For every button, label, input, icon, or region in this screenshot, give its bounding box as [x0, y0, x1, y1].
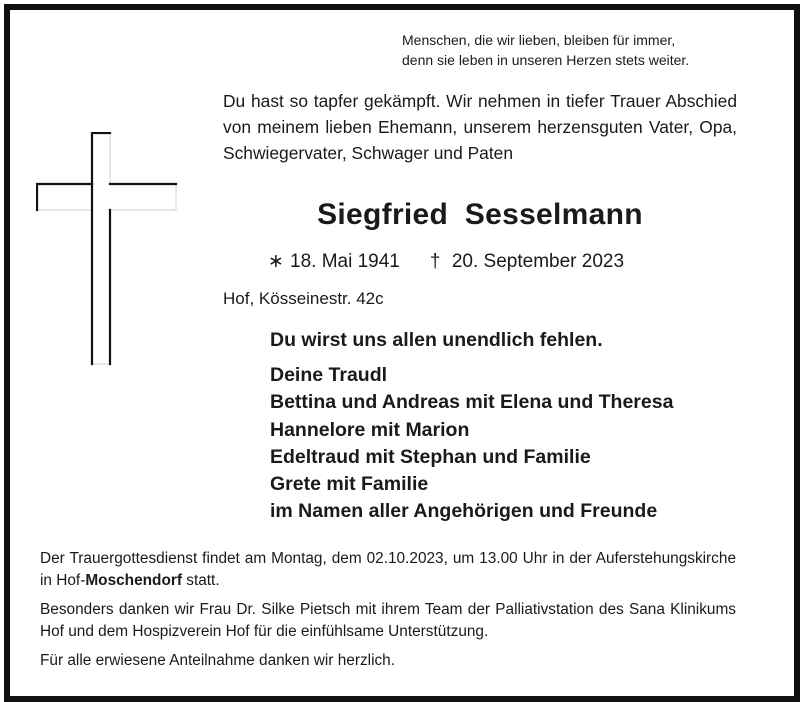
death-symbol: †	[429, 251, 441, 272]
mourner-line: Bettina und Andreas mit Elena und Theresa	[270, 391, 674, 414]
life-dates	[268, 250, 624, 273]
address: Hof, Kösseinestr. 42c	[223, 289, 384, 308]
mourner-line: Grete mit Familie	[270, 473, 429, 496]
death-date: 20. September 2023	[451, 251, 625, 272]
motto-quote	[402, 30, 722, 70]
thanks-paragraph: Besonders danken wir Frau Dr. Silke Pietsch mit ihrem Team der Palliativstation des Sana Klinikums Hof und dem Hospizverein Hof für die einfühlsame Unterstützung.	[40, 601, 736, 640]
service-info	[40, 548, 736, 592]
mourner-line: Hannelore mit Marion	[270, 418, 470, 441]
service-text: Der Trauergottesdienst findet am Montag, dem 02.10.2023, um 13.00 Uhr in der Auferstehungskirche in Hof-	[40, 550, 736, 589]
mourner-line: Edeltraud mit Stephan und Familie	[270, 445, 591, 468]
cross-icon	[36, 132, 178, 368]
closing-line: Für alle erwiesene Anteilnahme danken wir herzlich.	[40, 652, 396, 669]
motto-line-1: Menschen, die wir lieben, bleiben für immer,	[402, 32, 676, 48]
motto-line-2: denn sie leben in unseren Herzen stets weiter.	[402, 52, 690, 68]
birth-date: 18. Mai 1941	[290, 251, 400, 272]
mourner-line: im Namen aller Angehörigen und Freunde	[270, 500, 658, 523]
mourners-list	[270, 362, 673, 526]
service-text-end: statt.	[181, 572, 220, 589]
deceased-name: Siegfried Sesselmann	[317, 198, 643, 231]
footer-text	[40, 548, 736, 679]
service-location-bold: Moschendorf	[85, 572, 182, 589]
farewell-line: Du wirst uns allen unendlich fehlen.	[270, 329, 603, 351]
mourner-line: Deine Traudl	[270, 364, 388, 386]
birth-symbol: ∗	[268, 251, 284, 272]
intro-text: Du hast so tapfer gekämpft. Wir nehmen in tiefer Trauer Abschied von meinem lieben Ehemann, unserem herzensguten Vater, Opa, Schwiegervater, Schwager und Paten	[223, 91, 737, 163]
